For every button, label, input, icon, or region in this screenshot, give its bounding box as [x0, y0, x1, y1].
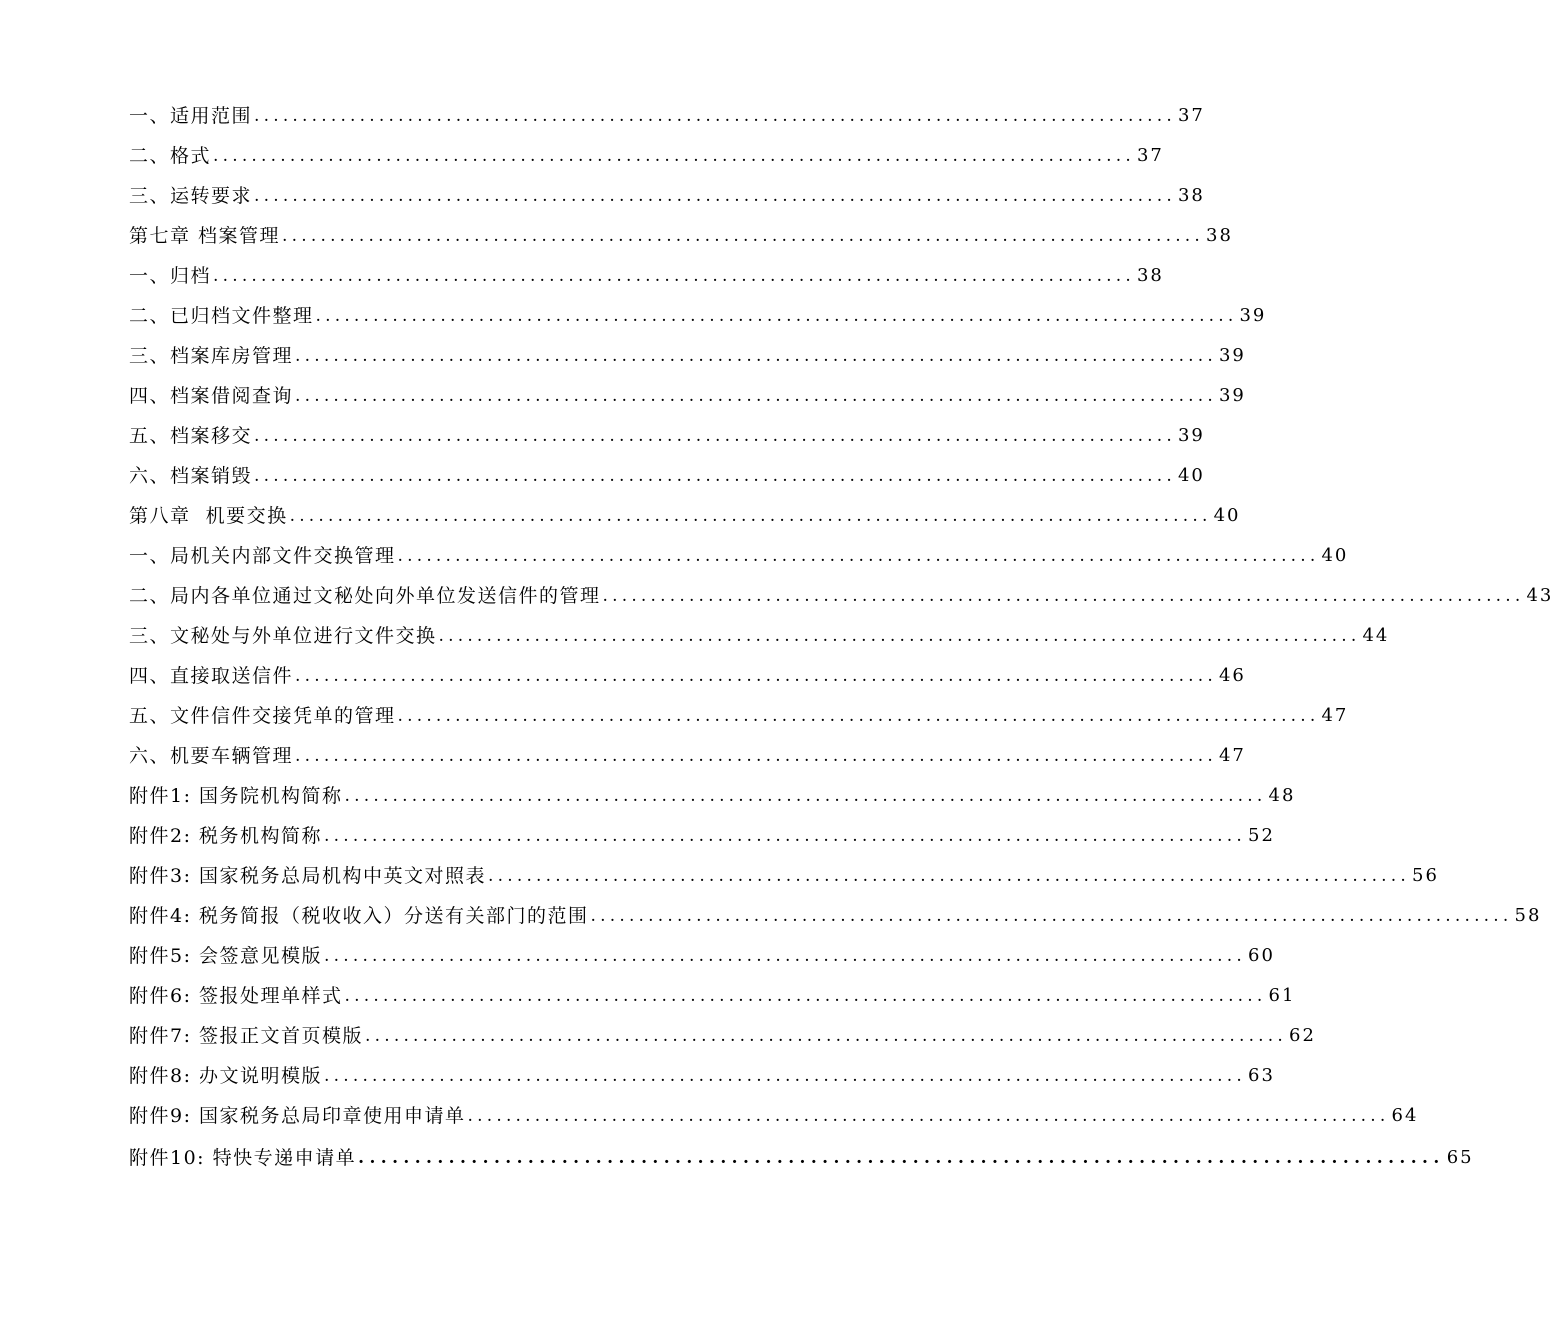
toc-entry[interactable]: [129, 416, 1205, 456]
toc-leader-dots: ................................................................................................: [602, 586, 1525, 606]
toc-page-number: 61: [1268, 985, 1296, 1006]
toc-entry-title: 三、档案库房管理: [129, 345, 294, 367]
toc-leader-dots: ................................................................................................: [295, 746, 1217, 766]
toc-page-number: 46: [1218, 665, 1246, 686]
toc-leader-dots: ................................................................................................: [295, 386, 1217, 406]
toc-leader-dots: ................................................................................................: [438, 626, 1361, 646]
toc-page-number: 43: [1526, 585, 1553, 606]
toc-entry-appendix[interactable]: [129, 976, 1296, 1016]
toc-leader-dots: ................................................................................................: [365, 1026, 1287, 1046]
toc-entry-appendix[interactable]: [129, 816, 1275, 856]
toc-entry[interactable]: [129, 336, 1246, 376]
toc-entry[interactable]: [129, 256, 1164, 296]
toc-entry-appendix[interactable]: [129, 1016, 1316, 1056]
toc-page-number: 39: [1218, 345, 1246, 366]
toc-entry-appendix[interactable]: [129, 1096, 1419, 1136]
toc-entry-title: 附件6: 签报处理单样式: [129, 985, 343, 1007]
toc-page-number: 56: [1412, 865, 1439, 886]
toc-leader-dots: ................................................................................................: [254, 106, 1176, 126]
toc-entry-title: 第七章 档案管理: [129, 225, 281, 247]
toc-leader-dots: ................................................................................................: [254, 426, 1176, 446]
toc-page-number: 38: [1206, 225, 1233, 246]
toc-entry-title: 五、文件信件交接凭单的管理: [129, 705, 396, 727]
toc-entry-appendix[interactable]: [129, 1056, 1275, 1096]
toc-entry-chapter[interactable]: [129, 496, 1241, 536]
toc-page-number: 40: [1321, 545, 1349, 566]
toc-entry-title: 二、格式: [129, 145, 212, 167]
toc-entry-appendix[interactable]: [129, 936, 1275, 976]
toc-entry-appendix[interactable]: [129, 1136, 1474, 1178]
toc-page-number: 47: [1218, 745, 1246, 766]
toc-entry-title: 第八章 机要交换: [129, 505, 288, 527]
toc-leader-dots: ................................................................................................: [324, 1066, 1246, 1086]
toc-entry-appendix[interactable]: [129, 856, 1439, 896]
toc-entry-title: 附件10: 特快专递申请单: [129, 1147, 357, 1169]
toc-entry[interactable]: [129, 576, 1553, 616]
toc-entry-title: 附件3: 国家税务总局机构中英文对照表: [129, 865, 487, 887]
toc-leader-dots: ................................................................................................: [344, 786, 1267, 806]
toc-entry-appendix[interactable]: [129, 776, 1296, 816]
toc-entry-title: 一、适用范围: [129, 105, 253, 127]
toc-page-number: 37: [1177, 105, 1205, 126]
toc-entry-title: 四、档案借阅查询: [129, 385, 294, 407]
toc-leader-dots: ................................................................................................: [254, 466, 1176, 486]
toc-entry-appendix[interactable]: [129, 896, 1542, 936]
toc-entry-title: 附件2: 税务机构简称: [129, 825, 323, 847]
toc-page-number: 60: [1248, 945, 1275, 966]
toc-page-number: 39: [1218, 385, 1246, 406]
toc-entry[interactable]: [129, 96, 1205, 136]
toc-leader-dots: ................................................................................................: [590, 906, 1513, 926]
toc-entry-title: 五、档案移交: [129, 425, 253, 447]
toc-entry[interactable]: [129, 656, 1246, 696]
toc-entry[interactable]: [129, 456, 1205, 496]
toc-leader-dots: ................................................................................................: [397, 546, 1320, 566]
toc-page-number: 37: [1136, 145, 1164, 166]
toc-entry[interactable]: [129, 536, 1349, 576]
toc-entry[interactable]: [129, 296, 1267, 336]
toc-leader-dots: ................................................................................................: [315, 306, 1238, 326]
toc-page-number: 38: [1177, 185, 1205, 206]
toc-entry[interactable]: [129, 736, 1246, 776]
toc-leader-dots: ................................................................................................: [295, 666, 1217, 686]
toc-entry[interactable]: [129, 696, 1349, 736]
toc-entry-title: 附件4: 税务简报（税收收入）分送有关部门的范围: [129, 905, 589, 927]
toc-leader-dots: ................................................................................................: [295, 346, 1217, 366]
toc-entry-title: 一、局机关内部文件交换管理: [129, 545, 396, 567]
toc-leader-dots: ................................................................................................: [344, 986, 1267, 1006]
toc-leader-dots: ................................................................................................: [254, 186, 1176, 206]
toc-leader-dots: ................................................................................................: [397, 706, 1320, 726]
toc-entry[interactable]: [129, 376, 1246, 416]
toc-entry-title: 三、运转要求: [129, 185, 253, 207]
toc-page-number: 47: [1321, 705, 1349, 726]
toc-entry[interactable]: [129, 176, 1205, 216]
toc-page-number: 65: [1446, 1147, 1474, 1168]
toc-leader-dots: ................................................................................................: [213, 266, 1135, 286]
toc-leader-dots: ................................................................................................: [282, 226, 1205, 246]
toc-leader-dots: ................................................................................................: [358, 1148, 1445, 1168]
toc-entry-title: 一、归档: [129, 265, 212, 287]
toc-leader-dots: ................................................................................................: [289, 506, 1212, 526]
table-of-contents: [129, 96, 1553, 1178]
toc-page-number: 40: [1177, 465, 1205, 486]
toc-entry-title: 六、机要车辆管理: [129, 745, 294, 767]
toc-entry-title: 附件5: 会签意见模版: [129, 945, 323, 967]
toc-entry-title: 附件1: 国务院机构简称: [129, 785, 343, 807]
toc-page-number: 62: [1289, 1025, 1316, 1046]
toc-page-number: 58: [1514, 905, 1542, 926]
toc-entry[interactable]: [129, 136, 1164, 176]
toc-entry-title: 附件9: 国家税务总局印章使用申请单: [129, 1105, 466, 1127]
toc-page-number: 40: [1213, 505, 1241, 526]
toc-leader-dots: ................................................................................................: [488, 866, 1410, 886]
toc-page-number: 38: [1136, 265, 1164, 286]
toc-entry-title: 附件7: 签报正文首页模版: [129, 1025, 364, 1047]
toc-page-number: 52: [1248, 825, 1275, 846]
toc-page-number: 64: [1391, 1105, 1419, 1126]
toc-entry-title: 二、已归档文件整理: [129, 305, 314, 327]
toc-entry-title: 四、直接取送信件: [129, 665, 294, 687]
toc-leader-dots: ................................................................................................: [213, 146, 1135, 166]
toc-leader-dots: ................................................................................................: [324, 826, 1246, 846]
toc-entry-title: 附件8: 办文说明模版: [129, 1065, 323, 1087]
toc-entry-title: 六、档案销毁: [129, 465, 253, 487]
toc-page-number: 44: [1362, 625, 1390, 646]
toc-entry[interactable]: [129, 616, 1390, 656]
toc-entry-title: 二、局内各单位通过文秘处向外单位发送信件的管理: [129, 585, 601, 607]
toc-page-number: 39: [1239, 305, 1267, 326]
toc-page-number: 63: [1248, 1065, 1275, 1086]
toc-page-number: 39: [1177, 425, 1205, 446]
toc-leader-dots: ................................................................................................: [467, 1106, 1390, 1126]
toc-page-number: 48: [1268, 785, 1296, 806]
toc-leader-dots: ................................................................................................: [324, 946, 1246, 966]
toc-entry-title: 三、文秘处与外单位进行文件交换: [129, 625, 437, 647]
toc-entry-chapter[interactable]: [129, 216, 1233, 256]
